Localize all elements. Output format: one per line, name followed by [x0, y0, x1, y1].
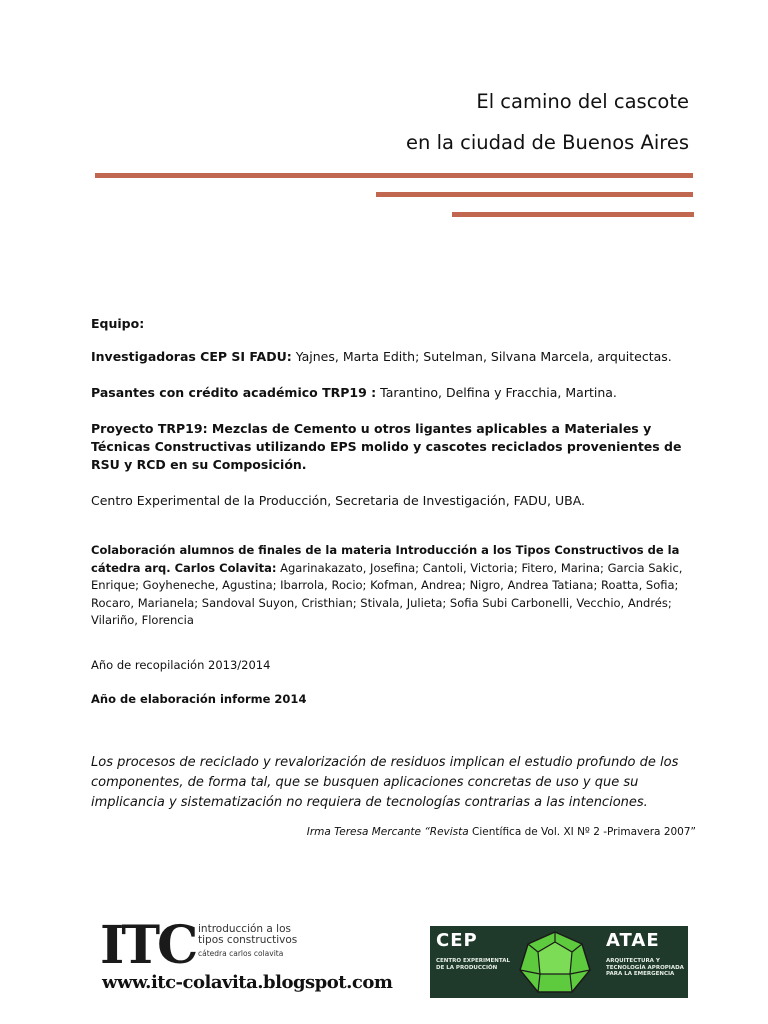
itc-tagline-3: cátedra carlos colavita — [198, 949, 284, 958]
itc-logo-tagline — [198, 924, 297, 959]
atae-subtitle: ARQUITECTURA Y TECNOLOGÍA APROPIADA PARA LA EMERGENCIA — [606, 958, 684, 977]
collaborators-paragraph — [91, 542, 711, 630]
project-paragraph: Proyecto TRP19: Mezclas de Cemento u otros ligantes aplicables a Materiales y Técnicas Constructivas utilizando EPS molido y cascotes reciclados provenientes de RSU y RCD en su Composición. — [91, 421, 682, 472]
itc-tagline-1: introducción a los — [198, 923, 291, 935]
document-title-line1: El camino del cascote — [476, 90, 689, 113]
citation-author: Irma Teresa Mercante “Revista — [306, 826, 469, 838]
researchers-label: Investigadoras CEP SI FADU: — [91, 349, 292, 364]
atae-title: ATAE — [606, 930, 660, 951]
citation-source: Científica de Vol. XI Nº 2 -Primavera 2007” — [468, 826, 696, 838]
atae-panel — [600, 926, 688, 998]
dome-panel — [510, 926, 600, 998]
quote-citation — [307, 826, 696, 838]
cep-title: CEP — [436, 930, 478, 951]
researchers-line — [91, 348, 711, 366]
itc-logo — [100, 915, 393, 1000]
cep-subtitle: CENTRO EXPERIMENTAL DE LA PRODUCCIÓN — [436, 958, 510, 971]
itc-logo-mark: ITC — [100, 915, 196, 976]
cep-atae-logo — [430, 926, 688, 998]
cep-panel — [430, 926, 510, 998]
team-heading: Equipo: — [91, 316, 145, 331]
interns-line — [91, 384, 711, 402]
collaborators-label: Colaboración alumnos de finales de la materia Introducción a los Tipos Constructivos de la cátedra arq. Carlos Colavita: — [91, 543, 680, 575]
interns-label: Pasantes con crédito académico TRP19 : — [91, 385, 377, 400]
epigraph-quote: Los procesos de reciclado y revalorización de residuos implican el estudio profundo de los componentes, de forma tal, que se busquen aplicaciones concretas de uso y que su implicancia y sistematización no requiera de tecnologías contrarias a las intenciones. — [91, 755, 679, 810]
center-line: Centro Experimental de la Producción, Secretaria de Investigación, FADU, UBA. — [91, 493, 586, 508]
decorative-rule — [376, 192, 693, 197]
report-year: Año de elaboración informe 2014 — [91, 692, 307, 706]
itc-tagline-2: tipos constructivos — [198, 934, 298, 946]
decorative-rule — [452, 212, 694, 217]
interns-value: Tarantino, Delfina y Fracchia, Martina. — [376, 385, 617, 400]
itc-website-url: www.itc-colavita.blogspot.com — [102, 972, 393, 993]
document-title-line2: en la ciudad de Buenos Aires — [406, 131, 689, 154]
decorative-rule — [95, 173, 693, 178]
researchers-value: Yajnes, Marta Edith; Sutelman, Silvana Marcela, arquitectas. — [291, 349, 672, 364]
collaborators-value: Agarinakazato, Josefina; Cantoli, Victoria; Fitero, Marina; Garcia Sakic, Enrique; Goyheneche, Agustina; Ibarrola, Rocio; Kofman, Andrea; Nigro, Andrea Tatiana; Roatta, Sofia; Rocaro, Marianela; Sandoval Suyon, Cristhian; Stivala, Julieta; Sofia Subi Carbonelli, Vecchio, Andrés; Vilariño, Florencia — [91, 560, 683, 627]
geodesic-dome-icon — [510, 926, 600, 998]
compilation-year: Año de recopilación 2013/2014 — [91, 658, 271, 672]
